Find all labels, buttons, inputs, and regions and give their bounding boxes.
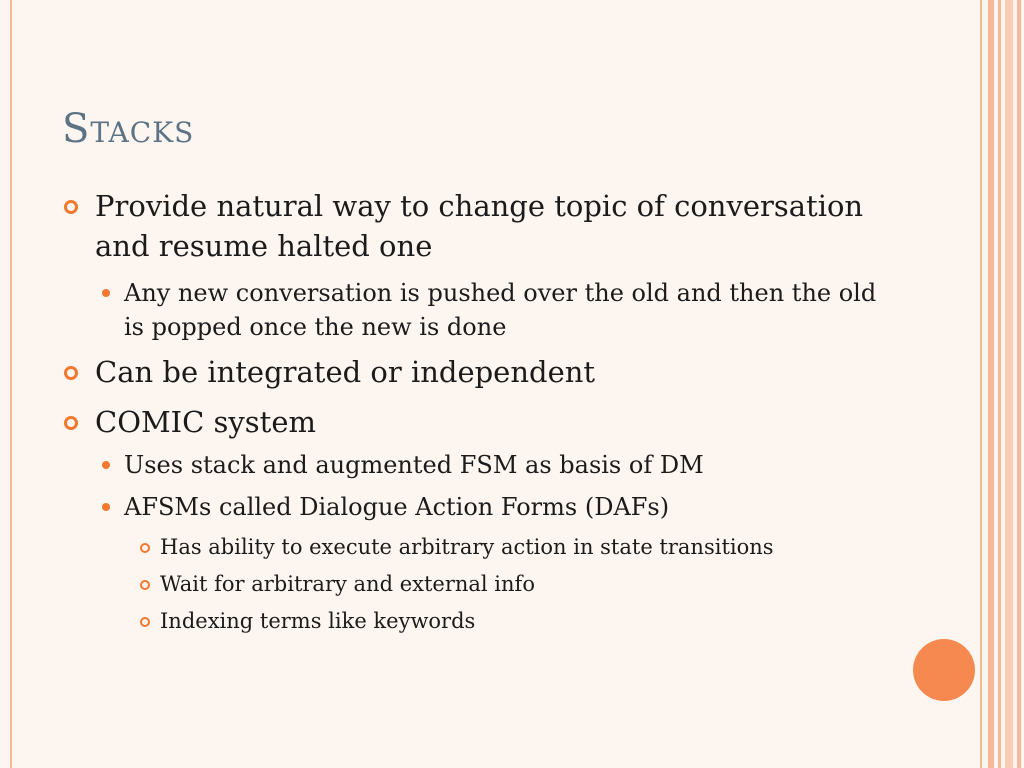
sub-bullet-item (102, 276, 882, 344)
sub-bullet-text: Uses stack and augmented FSM as basis of DM (124, 451, 704, 479)
decorative-circle (913, 639, 975, 701)
stripe (988, 0, 994, 768)
bullet-list (62, 186, 882, 643)
sub-sub-bullet-text: Has ability to execute arbitrary action in state transitions (160, 535, 774, 559)
ring-bullet-icon (64, 366, 78, 380)
sub-bullet-text: Any new conversation is pushed over the old and then the old is popped once the new is done (124, 279, 877, 341)
stripe (1005, 0, 1013, 768)
ring-bullet-icon (64, 416, 78, 430)
dot-bullet-icon (102, 503, 110, 511)
stripe (1017, 0, 1021, 768)
dot-bullet-icon (102, 289, 110, 297)
ring-bullet-icon (140, 580, 150, 590)
bullet-item (62, 402, 882, 442)
right-decorative-stripes (976, 0, 1024, 768)
bullet-text: COMIC system (95, 405, 316, 439)
sub-bullet-item (102, 448, 882, 482)
slide-title: Stacks (62, 106, 195, 152)
sub-sub-bullet-text: Indexing terms like keywords (160, 609, 476, 633)
sub-sub-bullet-item (140, 569, 882, 599)
stripe (998, 0, 1001, 768)
sub-bullet-text: AFSMs called Dialogue Action Forms (DAFs) (124, 493, 670, 521)
ring-bullet-icon (140, 543, 150, 553)
sub-bullet-item (102, 490, 882, 524)
bullet-text: Can be integrated or independent (95, 355, 596, 389)
sub-sub-bullet-text: Wait for arbitrary and external info (160, 572, 535, 596)
ring-bullet-icon (140, 617, 150, 627)
sub-sub-bullet-item (140, 606, 882, 636)
stripe (980, 0, 982, 768)
sub-sub-bullet-item (140, 532, 882, 562)
dot-bullet-icon (102, 461, 110, 469)
ring-bullet-icon (64, 200, 78, 214)
left-border-line (10, 0, 12, 768)
bullet-item (62, 352, 882, 392)
bullet-item (62, 186, 882, 266)
bullet-text: Provide natural way to change topic of conversation and resume halted one (95, 189, 864, 263)
